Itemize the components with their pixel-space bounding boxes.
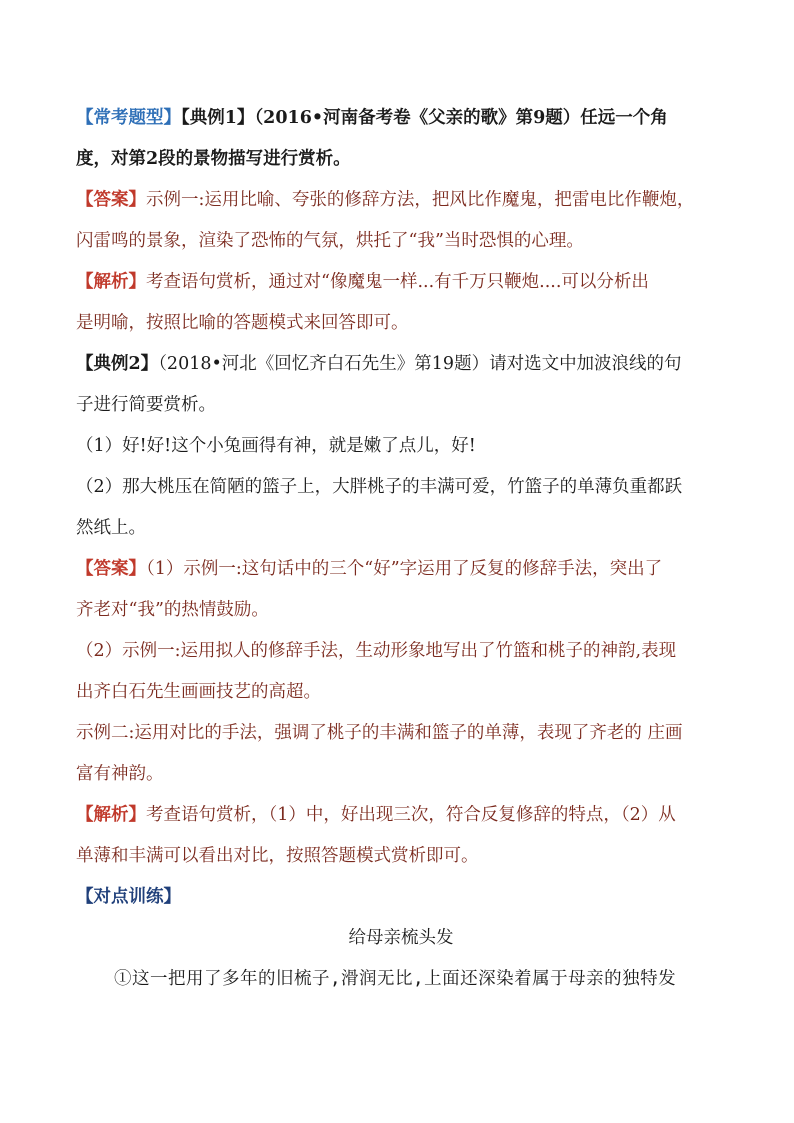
example1-analysis-text1: 考查语句赏析，通过对“像魔鬼一样...有千万只鞭炮....可以分析出 [146, 272, 649, 292]
example2-answer1-text1: （1）示例一:这句话中的三个“好”字运用了反复的修辞手法，突出了 [146, 559, 663, 579]
training-tag: 【对点训练】 [76, 887, 181, 907]
example2-question-text1: （2018•河北《回忆齐白石先生》第19题）请对选文中加波浪线的句 [158, 354, 682, 374]
example2-label: 【典例2】 [76, 354, 159, 374]
article-paragraph1: ①这一把用了多年的旧梳子,滑润无比,上面还深染着属于母亲的独特发 [114, 969, 677, 989]
example2-answer3-line1: 示例二:运用对比的手法，强调了桃子的丰满和篮子的单薄，表现了齐老的 庄画 [76, 723, 683, 743]
example1-question-text1: （2016•河南备考卷《父亲的歌》第9题）任远一个角 [254, 108, 668, 128]
example1-answer-line1 [76, 180, 726, 221]
example2-analysis-line1 [76, 795, 726, 836]
example2-answer2-line2: 出齐白石先生画画技艺的高超。 [76, 682, 321, 702]
analysis-tag: 【解析】 [76, 805, 146, 825]
example1-analysis-line2: 是明喻，按照比喻的答题模式来回答即可。 [76, 313, 409, 333]
example2-question-line2: 子进行简要赏析。 [76, 395, 216, 415]
answer-tag: 【答案】 [76, 559, 146, 579]
example1-answer-line2: 闪雷鸣的景象，渲染了恐怖的气氛，烘托了“我”当时恐惧的心理。 [76, 231, 584, 251]
example2-sentence2-line2: 然纸上。 [76, 518, 146, 538]
example1-label: 【典例1】 [181, 108, 255, 128]
document-page [76, 98, 726, 1000]
example2-answer2-line1: （2）示例一:运用拟人的修辞手法，生动形象地写出了竹篮和桃子的神韵,表现 [76, 641, 677, 661]
example2-question-line1 [76, 344, 726, 385]
example2-answer1-line2: 齐老对“我”的热情鼓励。 [76, 600, 269, 620]
example2-answer1-line1 [76, 549, 726, 590]
example2-sentence1: （1）好!好!这个小兔画得有神，就是嫩了点儿，好! [76, 436, 476, 456]
example2-sentence2-line1: （2）那大桃压在简陋的篮子上，大胖桃子的丰满可爱，竹篮子的单薄负重都跃 [76, 477, 683, 497]
example1-question-line2: 度，对第2段的景物描写进行赏析。 [76, 149, 351, 169]
example2-answer3-line2: 富有神韵。 [76, 764, 164, 784]
answer-tag: 【答案】 [76, 190, 146, 210]
common-type-tag: 【常考题型】 [76, 108, 181, 128]
example1-question-line1 [76, 98, 726, 139]
article-title: 给母亲梳头发 [348, 928, 454, 948]
example1-analysis-line1 [76, 262, 726, 303]
example2-analysis-text1: 考查语句赏析，（1）中，好出现三次，符合反复修辞的特点，（2）从 [146, 805, 676, 825]
example2-analysis-line2: 单薄和丰满可以看出对比，按照答题模式赏析即可。 [76, 846, 479, 866]
example1-answer-text1: 示例一:运用比喻、夸张的修辞方法，把风比作魔鬼，把雷电比作鞭炮， [146, 190, 695, 210]
analysis-tag: 【解析】 [76, 272, 146, 292]
